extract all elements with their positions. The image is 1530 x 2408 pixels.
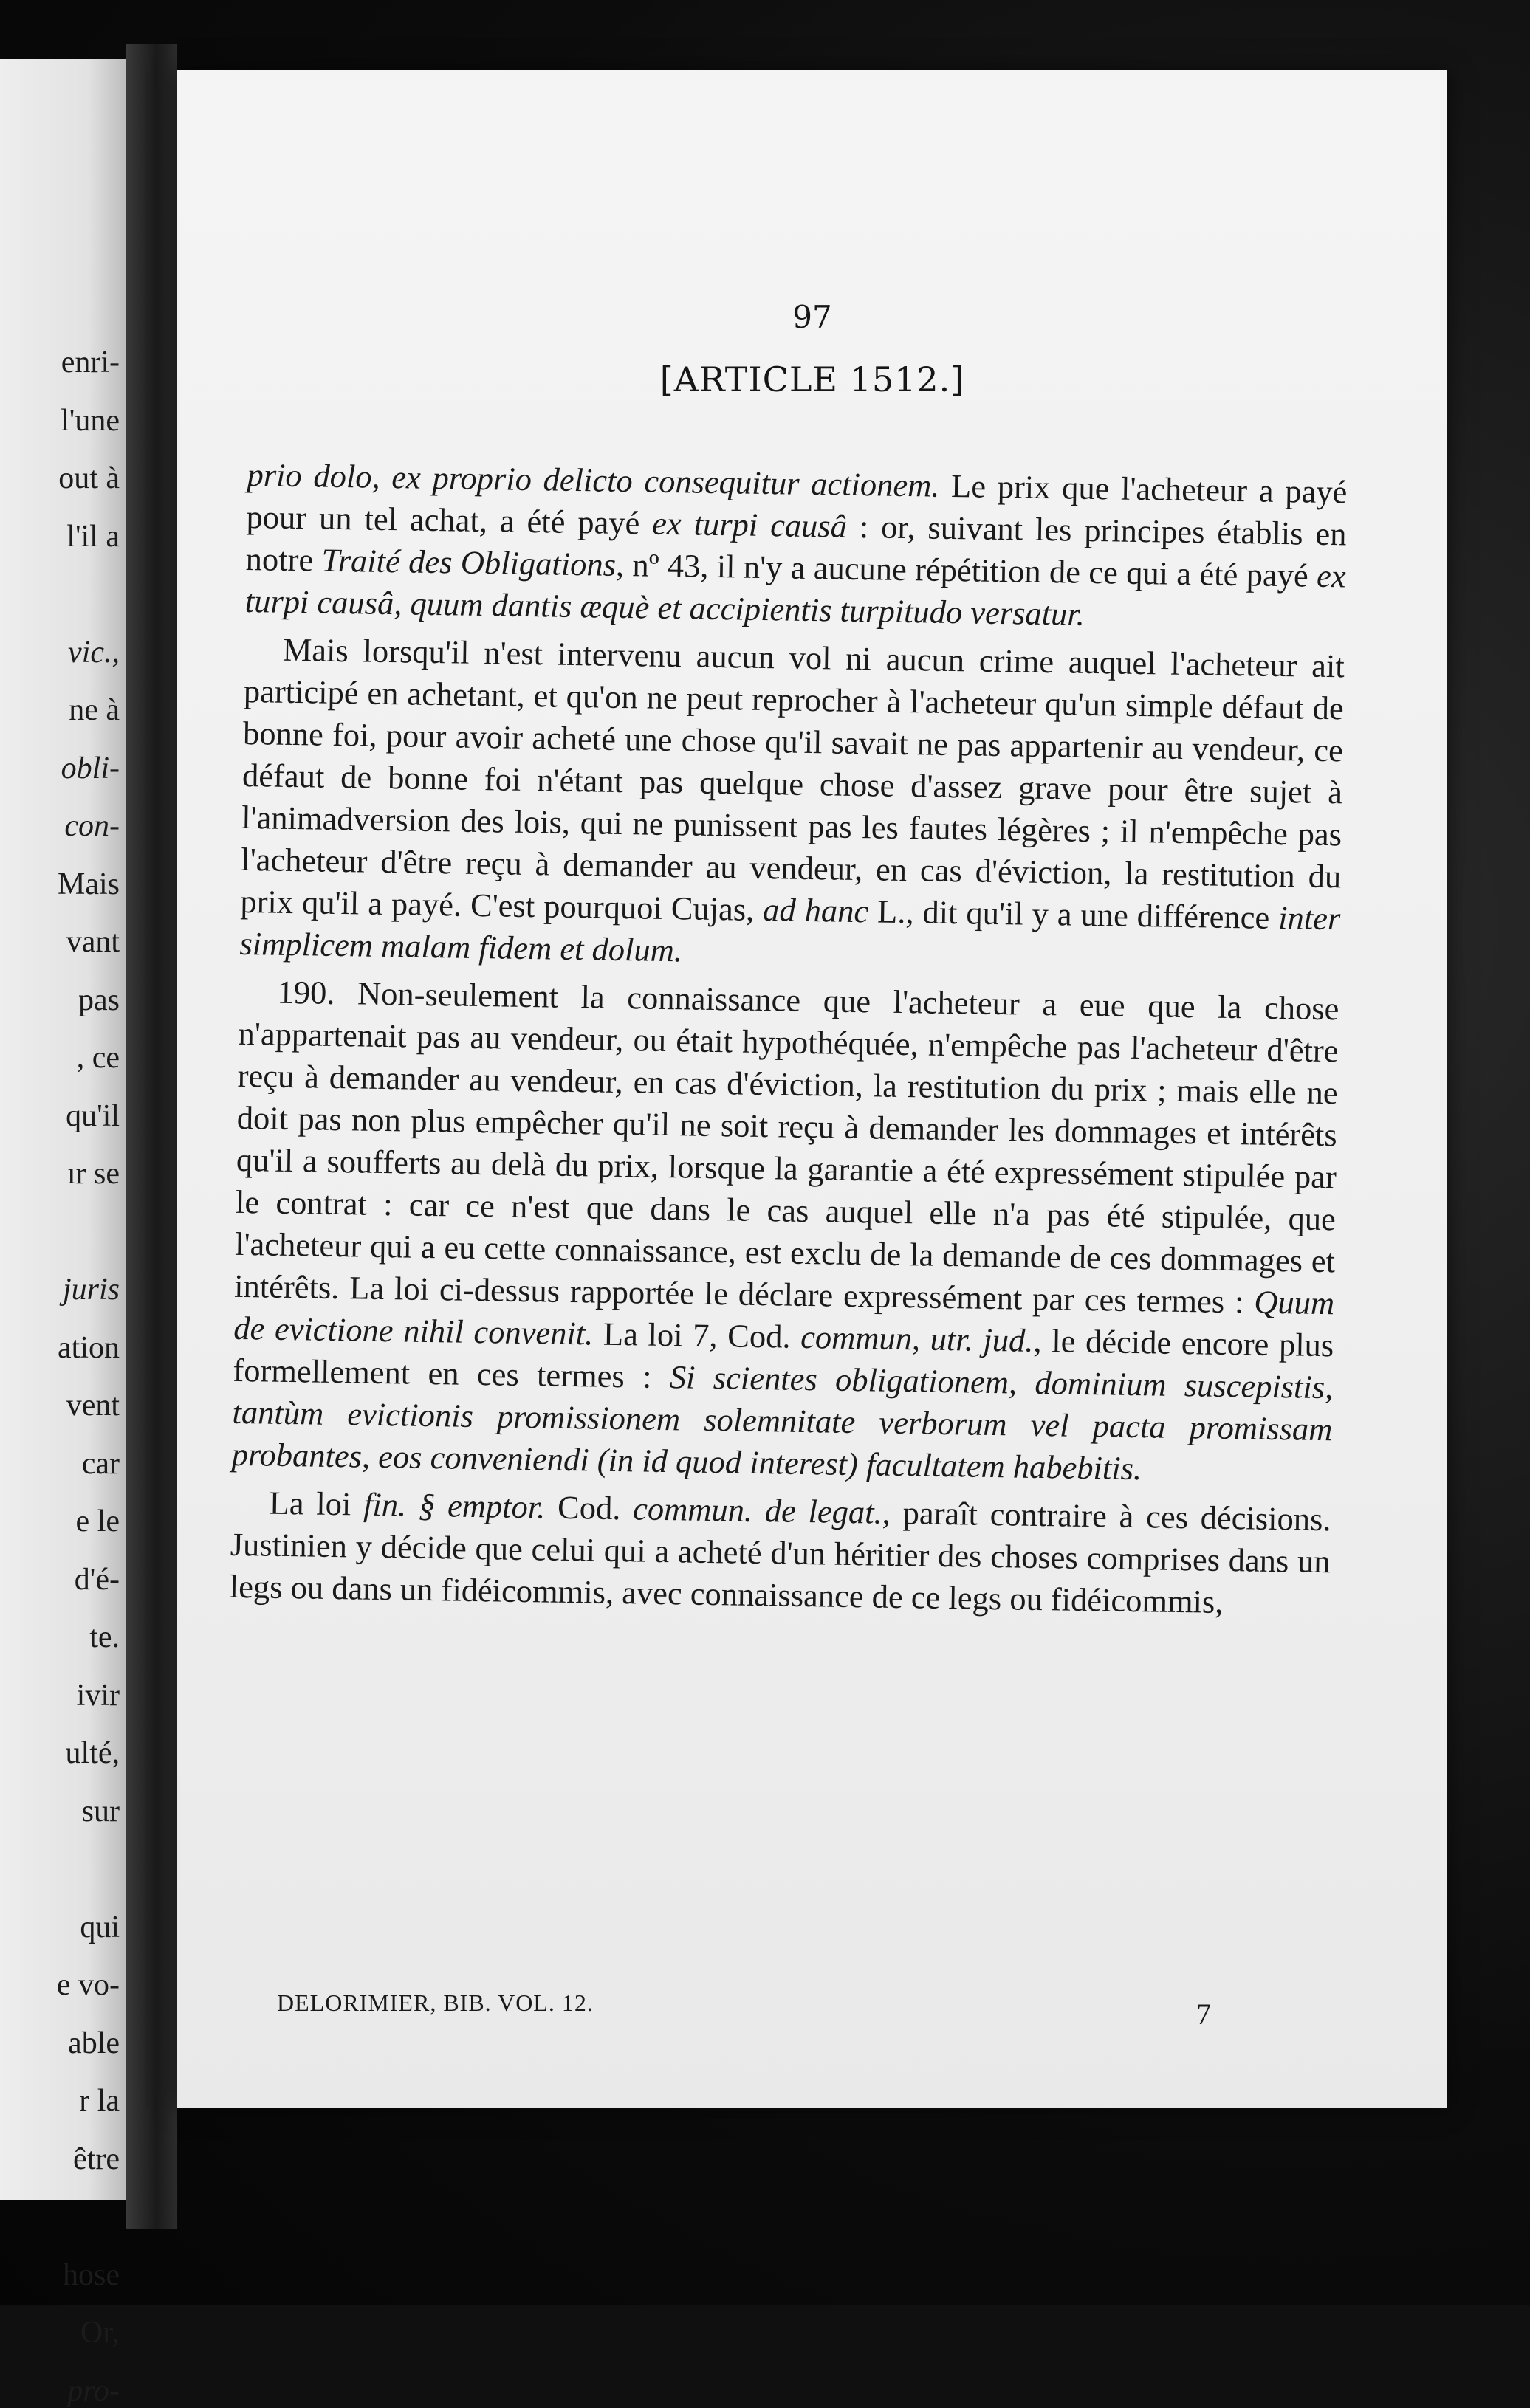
italic-run: ex turpi causâ, quum dantis æquè et accipientis turpitudo versatur. [244, 557, 1346, 633]
left-page-fragment: e le [75, 1504, 120, 1538]
left-page-fragment: vant [66, 925, 120, 959]
book-gutter [126, 44, 177, 2229]
right-page [177, 70, 1447, 2108]
left-page-fragment: car [81, 1446, 120, 1481]
left-page-fragment: l'une [61, 403, 120, 438]
left-page-fragment: enri- [61, 345, 120, 379]
text-run: Le prix que l'acheteur a payé pour un tel achat, a été payé [246, 467, 1348, 542]
left-page-fragment: hose [63, 2257, 120, 2292]
left-page-fragment: ulté, [65, 1736, 120, 1770]
left-page-fragment: d'é- [74, 1562, 120, 1597]
italic-run: Si scientes obligationem, dominium suscepistis, tantùm evictionis promissionem solemnitate verborum vel pacta promissam probantes, eos conveniendi (in id quod interest) facultatem habebitis. [231, 1358, 1334, 1487]
left-page-fragment: e vo- [56, 1968, 120, 2002]
running-header: [ARTICLE 1512.] [659, 360, 965, 399]
left-page-fragment: qu'il [66, 1098, 120, 1133]
left-page-fragment: sur [81, 1794, 120, 1829]
left-page-fragment: able [68, 2026, 120, 2060]
left-page-fragment: être [73, 2142, 120, 2176]
left-facing-page [0, 59, 126, 2408]
text-run: L., dit qu'il y a une différence [868, 892, 1279, 937]
left-page-fragment: obli- [61, 751, 120, 785]
left-page-fragment: vent [66, 1389, 120, 1423]
paragraph [229, 1482, 1331, 1625]
italic-run: commun. de legat. [632, 1490, 883, 1531]
italic-run: inter simplicem malam fidem et dolum. [239, 899, 1341, 969]
text-run: La loi 7, Cod. [592, 1315, 801, 1355]
page-number: 97 [792, 299, 832, 335]
left-page-fragment: pro- [67, 2373, 120, 2408]
left-page-fragment: ation [58, 1330, 120, 1365]
italic-run: prio dolo, ex proprio delicto consequitur actionem. [247, 455, 940, 504]
paragraph [239, 628, 1345, 982]
text-run: Cod. [544, 1488, 634, 1527]
left-page-fragment: Or, [80, 2316, 120, 2350]
italic-run: Quum de evictione nihil convenit. [233, 1283, 1335, 1352]
paragraph [244, 454, 1347, 639]
left-page-fragment: ivir [76, 1678, 120, 1713]
text-run: : or, suivant les principes établis en notre [245, 507, 1347, 579]
text-run: Mais lorsqu'il n'est intervenu aucun vol ni aucun crime auquel l'acheteur ait participé en achetant, et qu'on ne peut reprocher à l'acheteur qu'un simple défaut de bonne foi, pour avoir acheté une chose qu'il savait ne pas appartenir au vendeur, ce défaut de bonne foi n'étant pas quelque chose d'assez grave pour être sujet à l'animadversion des lois, qui ne punissent pas les fautes légères ; il n'empêche pas l'acheteur d'être reçu à demander au vendeur, en cas d'éviction, la restitution du prix qu'il a payé. C'est pourquoi Cujas, [240, 630, 1345, 929]
text-run: , nº 43, il n'y a aucune répétition de ce qui a été payé [615, 546, 1317, 594]
italic-run: commun, utr. jud. [800, 1318, 1034, 1359]
italic-run: Traité des Obligations [321, 541, 617, 583]
paragraph [231, 971, 1339, 1493]
left-page-fragment: ne à [69, 693, 120, 727]
left-page-fragment: pas [78, 983, 120, 1017]
left-page-fragment: te. [89, 1620, 120, 1654]
italic-run: fin. § emptor. [363, 1485, 546, 1526]
left-page-fragment: vic., [68, 635, 120, 670]
italic-run: ad hanc [762, 891, 869, 930]
left-page-fragment: ır se [66, 1157, 120, 1191]
left-page-fragment: l'il a [66, 519, 120, 554]
text-run: 190. Non-seulement la connaissance que l'acheteur a eue que la chose n'appartenait pas au vendeur, ou était hypothéquée, n'empêche pas l'acheteur d'être reçu à demander au vendeur, en cas d'éviction, la restitution du prix ; mais elle ne doit pas non plus empêcher qu'il ne soit reçu à demander les dommages et intérêts qu'il a soufferts au delà du prix, lorsque la garantie a été expressément stipulée par le contrat : car ce n'est que dans le cas auquel elle n'a pas été stipulée, que l'acheteur qui a eu cette connaissance, est exclu de la demande de ces dommages et intérêts. La loi ci-dessus rapportée le déclare expressément par ces termes : [233, 973, 1339, 1321]
body-text [229, 454, 1347, 1625]
italic-run: ex turpi causâ [651, 504, 848, 545]
left-page-fragment: out à [58, 461, 120, 495]
text-run: , le décide encore plus formellement en ces termes : [233, 1321, 1334, 1396]
left-page-fragment: qui [80, 1910, 120, 1944]
left-page-fragment: Mais [58, 867, 120, 901]
left-page-fragment: con- [64, 809, 120, 843]
left-page-fragment: juris [62, 1273, 120, 1307]
footer-signature: DELORIMIER, BIB. VOL. 12. [277, 1989, 594, 2016]
left-page-fragment: r la [79, 2084, 120, 2118]
text-run: , paraît contraire à ces décisions. Justinien y décide que celui qui a acheté d'un héritier des choses comprises dans un legs ou dans un fidéicommis, avec connaissance de ce legs ou fidéicommis, [229, 1493, 1331, 1620]
signature-number: 7 [1196, 1998, 1211, 2031]
left-page-fragment: , ce [76, 1041, 120, 1075]
text-run: La loi [269, 1484, 364, 1523]
